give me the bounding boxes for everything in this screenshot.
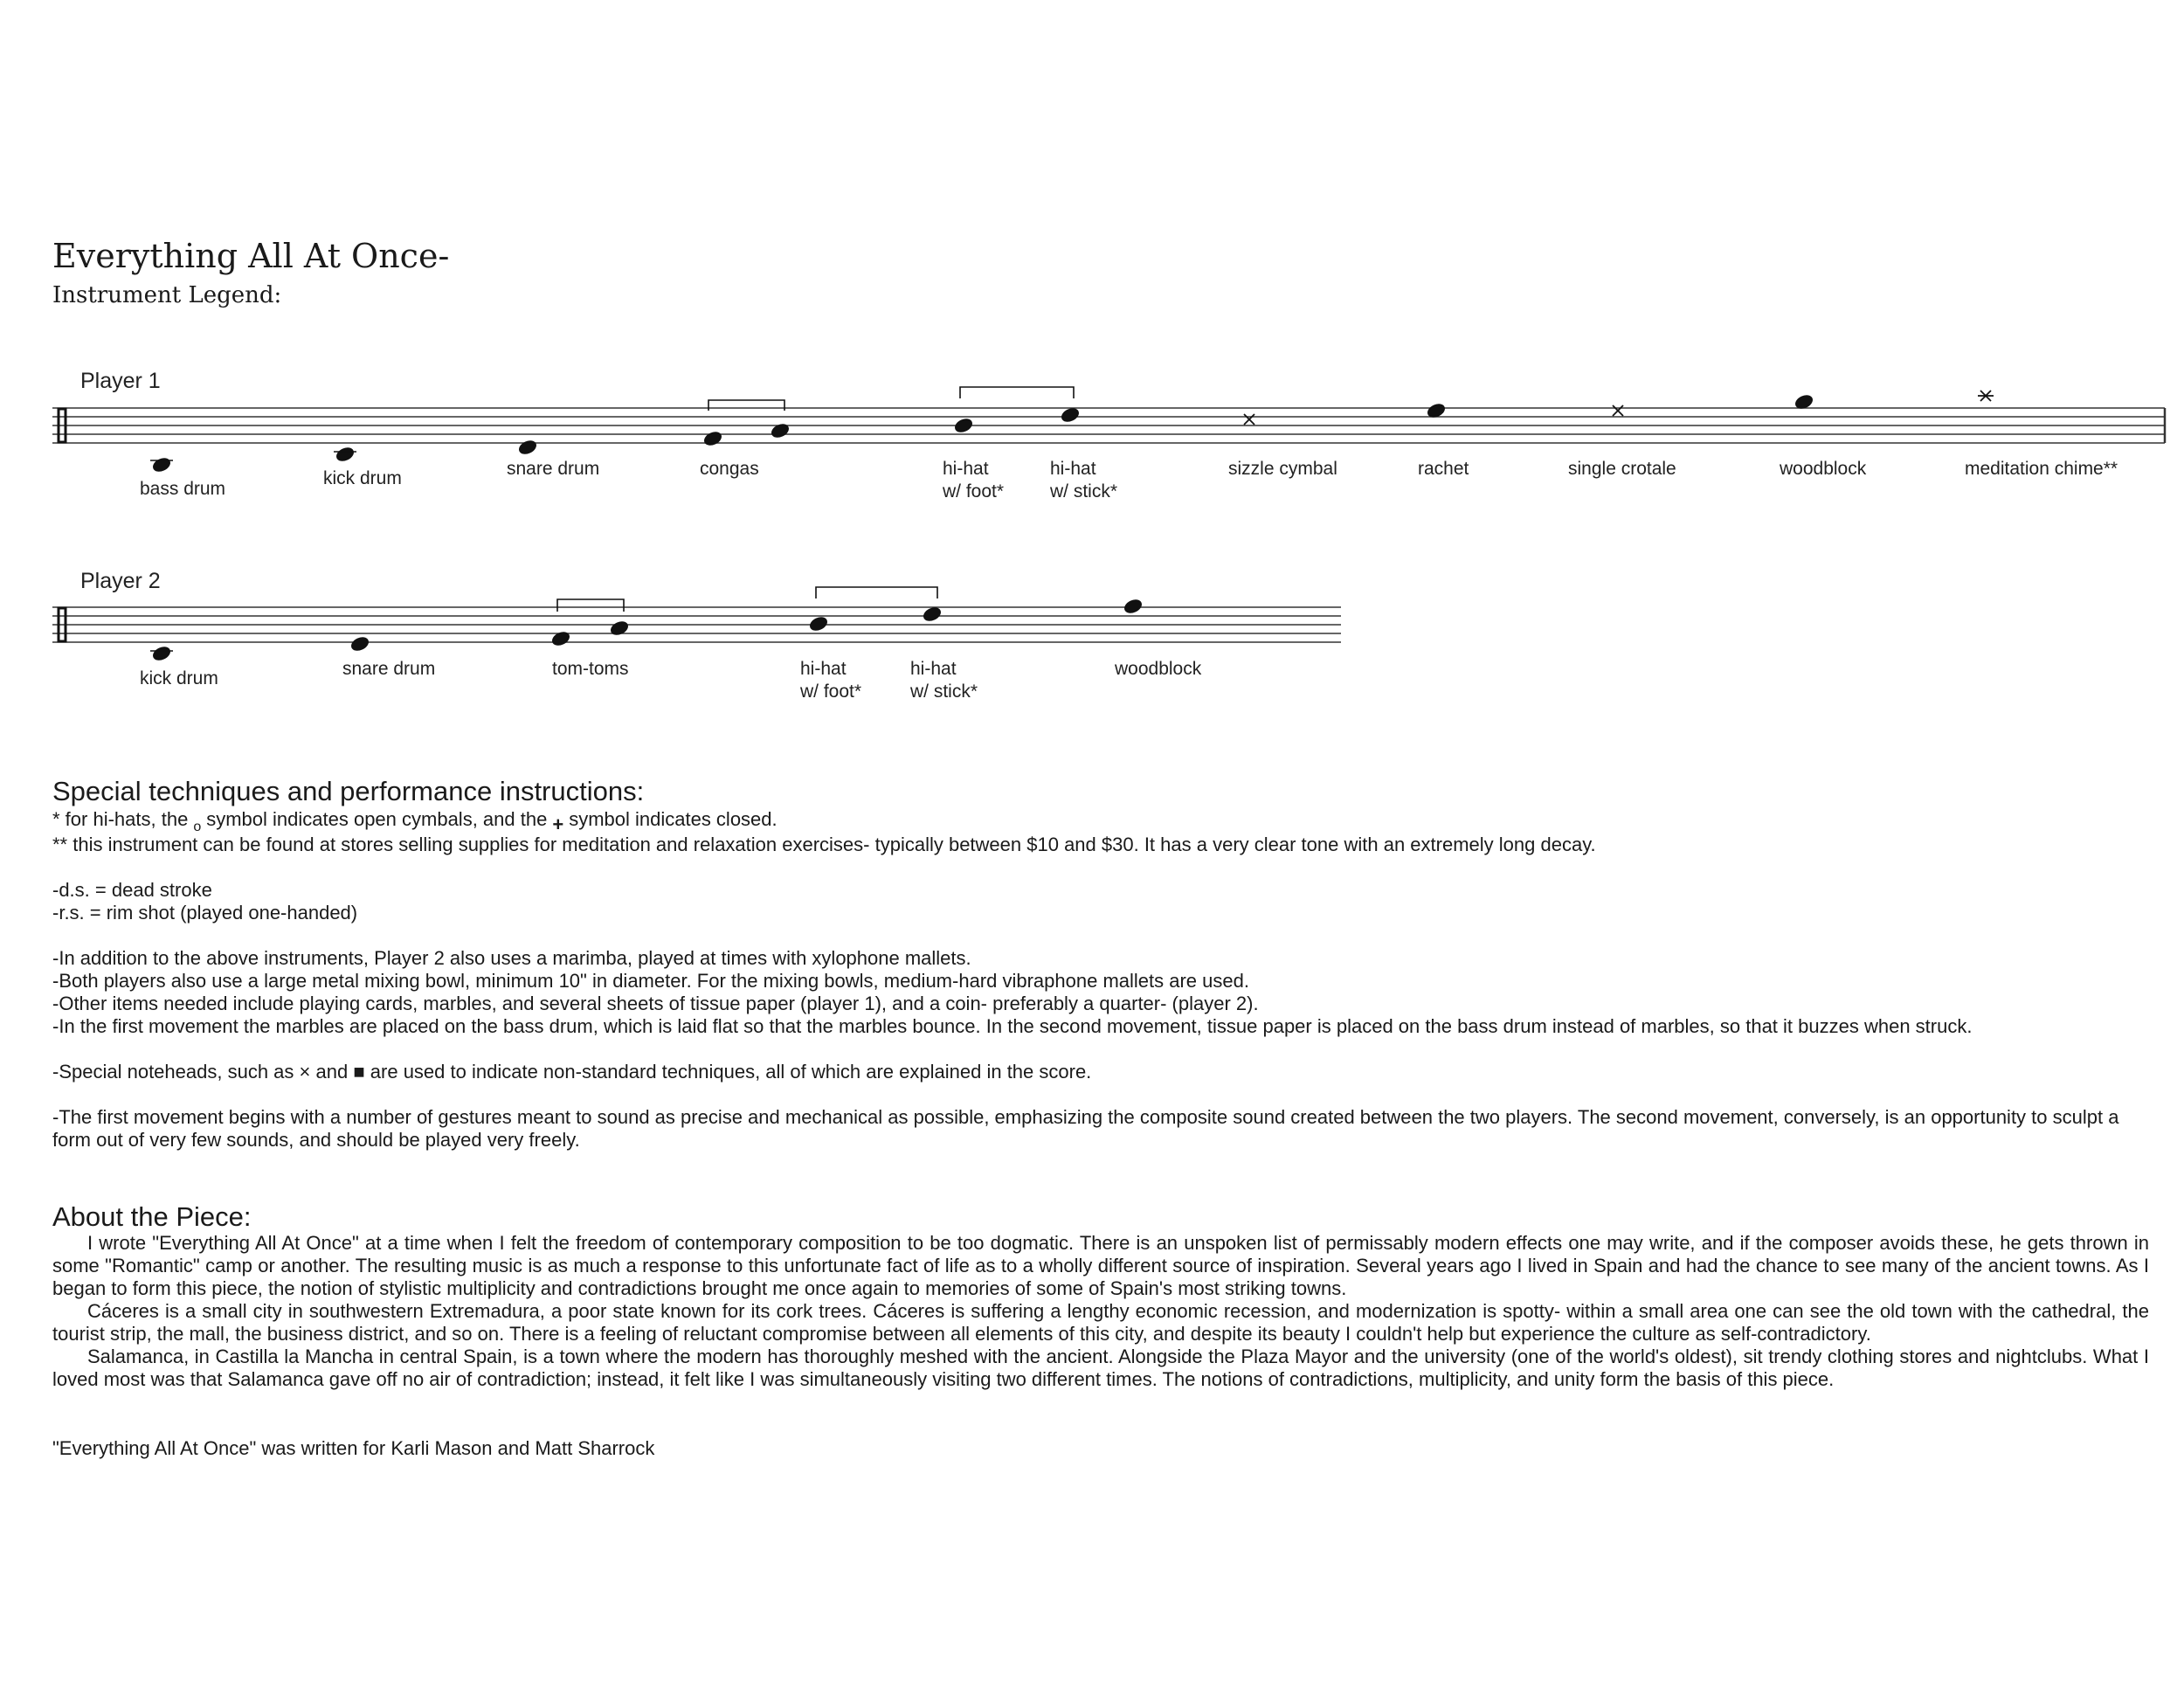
about-paragraph-3: Salamanca, in Castilla la Mancha in central Spain, is a town where the modern has thoroughly meshed with the ancient. Alongside the Plaza Mayor and the university (one of the world's oldest), sit trendy clothing stores and nightclubs. What I loved most was that Salamanca gave off no air of contradiction; instead, it felt like I was simultaneously visiting two different times. The notions of contradictions, multiplicity, and unity form the basis of this piece. bbox=[52, 1346, 2149, 1390]
notehead-tom-high bbox=[609, 619, 630, 637]
notehead-woodblock bbox=[1123, 598, 1144, 615]
label-snare-drum: snare drum bbox=[507, 459, 600, 479]
label-snare-drum: snare drum bbox=[342, 659, 436, 679]
label-hihat-foot: hi-hat bbox=[943, 459, 989, 479]
dead-stroke-note: -d.s. = dead stroke bbox=[52, 879, 212, 901]
label-meditation-chime: meditation chime** bbox=[1965, 459, 2118, 479]
player-1-labels bbox=[140, 459, 2118, 502]
bracket-tom-toms bbox=[557, 599, 624, 612]
label-sizzle-cymbal: sizzle cymbal bbox=[1228, 459, 1337, 479]
dedication: "Everything All At Once" was written for Karli Mason and Matt Sharrock bbox=[52, 1437, 655, 1459]
bracket-hihats bbox=[816, 587, 937, 598]
player-2-staff bbox=[52, 607, 1341, 642]
notehead-conga-high bbox=[770, 422, 791, 439]
label-single-crotale: single crotale bbox=[1568, 459, 1676, 479]
marbles-note: -In the first movement the marbles are placed on the bass drum, which is laid flat so that the marbles bounce. In the second movement, tissue paper is placed on the bass drum instead of marbles, so that it buzzes when struck. bbox=[52, 1015, 1973, 1037]
label-hihat-stick-sub: w/ stick* bbox=[910, 681, 978, 702]
open-circle-icon: o bbox=[193, 820, 202, 834]
square-notehead-icon: ■ bbox=[353, 1061, 365, 1083]
marimba-note: -In addition to the above instruments, Player 2 also uses a marimba, played at times with xylophone mallets. bbox=[52, 947, 971, 969]
techniques-heading: Special techniques and performance instructions: bbox=[52, 776, 645, 806]
notehead-hihat-stick bbox=[1060, 406, 1081, 424]
hihat-note: * for hi-hats, the o symbol indicates open cymbals, and the + symbol indicates closed. bbox=[52, 808, 2149, 834]
notehead-hihat-foot bbox=[953, 417, 974, 434]
chime-note: ** this instrument can be found at stores selling supplies for meditation and relaxation exercises- typically between $10 and $30. It has a very clear tone with an extremely long decay. bbox=[52, 834, 1596, 855]
piece-title: Everything All At Once- bbox=[52, 237, 450, 275]
notehead-snare-drum bbox=[349, 635, 370, 653]
notehead-snare-drum bbox=[517, 439, 538, 456]
notehead-hihat-stick bbox=[922, 605, 943, 623]
label-tom-toms: tom-toms bbox=[552, 659, 629, 679]
legend-title: Instrument Legend: bbox=[52, 282, 282, 308]
label-hihat-foot-sub: w/ foot* bbox=[943, 481, 1005, 502]
label-rachet: rachet bbox=[1418, 459, 1469, 479]
player-1-label: Player 1 bbox=[80, 369, 161, 393]
label-congas: congas bbox=[700, 459, 759, 479]
notehead-hihat-foot bbox=[808, 615, 829, 633]
mixing-bowl-note: -Both players also use a large metal mixing bowl, minimum 10" in diameter. For the mixing bowls, medium-hard vibraphone mallets are used. bbox=[52, 970, 1249, 992]
bracket-congas bbox=[708, 400, 784, 411]
items-note: -Other items needed include playing cards, marbles, and several sheets of tissue paper (player 1), and a coin- preferably a quarter- (player 2). bbox=[52, 993, 1259, 1014]
plus-icon: + bbox=[552, 813, 564, 835]
label-hihat-stick: hi-hat bbox=[1050, 459, 1096, 479]
notehead-conga-low bbox=[702, 430, 723, 447]
notehead-tom-low bbox=[550, 630, 571, 647]
label-woodblock: woodblock bbox=[1115, 659, 1202, 679]
techniques-text bbox=[52, 808, 2149, 1152]
x-notehead-crotale-icon bbox=[1613, 405, 1623, 416]
label-hihat-stick: hi-hat bbox=[910, 659, 957, 679]
label-bass-drum: bass drum bbox=[140, 479, 226, 499]
bracket-hihats bbox=[960, 387, 1074, 398]
about-paragraph-1: I wrote "Everything All At Once" at a time when I felt the freedom of contemporary composition to be too dogmatic. There is an unspoken list of permissably modern effects one may write, and if the composer avoids these, he gets thrown in some "Romantic" camp or another. The resulting music is as much a response to this unfortunate fact of life as to a wholly different source of inspiration. Several years ago I lived in Spain and had the chance to see many of the ancient towns. As I began to form this piece, the notion of stylistic multiplicity and contradictions brought me once again to memories of some of Spain's most striking towns. bbox=[52, 1232, 2149, 1299]
notehead-kick-drum bbox=[335, 446, 356, 463]
notehead-bass-drum bbox=[151, 456, 172, 474]
movements-note: -The first movement begins with a number of gestures meant to sound as precise and mechanical as possible, emphasizing the composite sound created between the two players. The second movement, conversely, is an opportunity to sculpt a form out of very few sounds, and should be played very freely. bbox=[52, 1106, 2119, 1151]
about-paragraph-2: Cáceres is a small city in southwestern Extremadura, a poor state known for its cork trees. Cáceres is suffering a lengthy economic recession, and modernization is spotty- within a small area one can see the old town with the cathedral, the tourist strip, the mall, the business district, and so on. There is a feeling of reluctant compromise between all elements of this city, and despite its beauty I couldn't help but experience the culture as self-contradictory. bbox=[52, 1300, 2149, 1345]
label-woodblock: woodblock bbox=[1780, 459, 1867, 479]
label-hihat-stick-sub: w/ stick* bbox=[1050, 481, 1118, 502]
x-notehead-sizzle-cymbal-icon bbox=[1244, 414, 1254, 425]
label-hihat-foot-sub: w/ foot* bbox=[800, 681, 862, 702]
instrument-legend-staves bbox=[0, 0, 2184, 751]
player-1-staff bbox=[52, 408, 2165, 443]
label-kick-drum: kick drum bbox=[140, 668, 218, 688]
label-hihat-foot: hi-hat bbox=[800, 659, 847, 679]
about-heading: About the Piece: bbox=[52, 1201, 252, 1232]
x-notehead-icon: × bbox=[299, 1061, 311, 1083]
noteheads-note: -Special noteheads, such as × and ■ are used to indicate non-standard techniques, all of which are explained in the score. bbox=[52, 1061, 1092, 1083]
notehead-kick-drum bbox=[151, 645, 172, 662]
player-2-label: Player 2 bbox=[80, 569, 161, 593]
asterisk-notehead-chime-icon bbox=[1978, 391, 1994, 401]
rim-shot-note: -r.s. = rim shot (played one-handed) bbox=[52, 902, 358, 924]
player-2-labels bbox=[140, 659, 1202, 702]
label-kick-drum: kick drum bbox=[323, 468, 402, 488]
about-text bbox=[52, 1232, 2149, 1391]
